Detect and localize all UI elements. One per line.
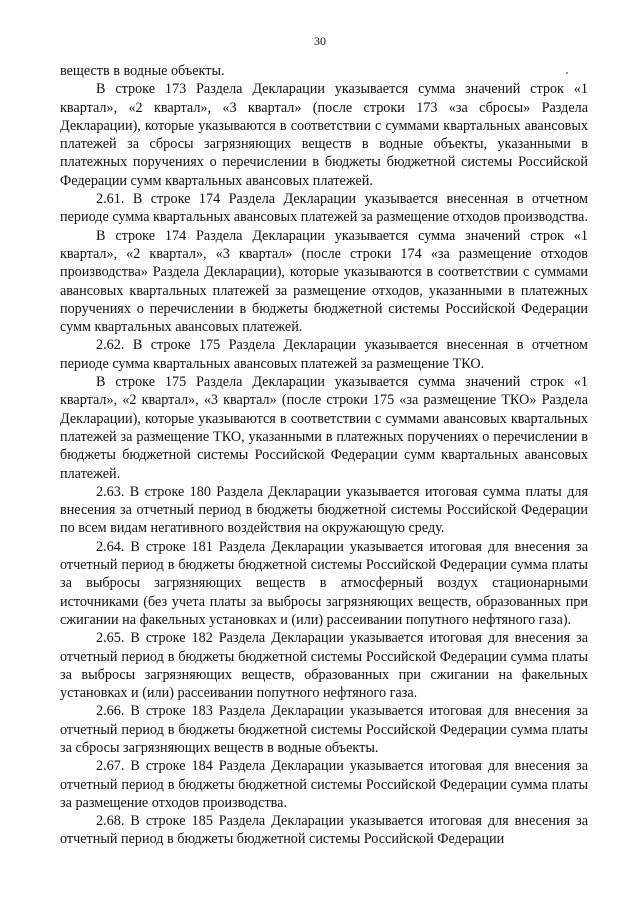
paragraph: 2.67. В строке 184 Раздела Декларации указывается итоговая для внесения за отчетный период в бюджеты бюджетной системы Российской Федерации сумма платы за размещение отходов производства. xyxy=(60,758,588,811)
paragraph: В строке 175 Раздела Декларации указывается сумма значений строк «1 квартал», «2 квартал», «3 квартал» (после строки 175 «за размещение ТКО» Раздела Декларации), которые указываются в соответствии с суммами авансовых квартальных платежей за размещение ТКО, указанными в платежных поручениях о перечислении в бюджеты бюджетной системы Российской Федерации сумм квартальных авансовых платежей. xyxy=(60,374,588,482)
page-number: 30 xyxy=(314,34,326,48)
paragraph: 2.64. В строке 181 Раздела Декларации указывается итоговая для внесения за отчетный период в бюджеты бюджетной системы Российской Федерации сумма платы за выбросы загрязняющих веществ в атмосферный воздух стационарными источниками (без учета платы за выбросы загрязняющих веществ, образованных при сжигании на факельных установках и (или) рассеивании попутного нефтяного газа). xyxy=(60,538,588,628)
paragraph: 2.63. В строке 180 Раздела Декларации указывается итоговая сумма платы для внесения за отчетный период в бюджеты бюджетной системы Российской Федерации по всем видам негативного воздействия на окружающую среду. xyxy=(60,483,588,537)
paragraph: 2.62. В строке 175 Раздела Декларации указывается внесенная в отчетном периоде сумма квартальных авансовых платежей за размещение ТКО. xyxy=(60,337,588,372)
paragraph: 2.66. В строке 183 Раздела Декларации указывается итоговая для внесения за отчетный период в бюджеты бюджетной системы Российской Федерации сумма платы за сбросы загрязняющих веществ в водные объекты. xyxy=(60,703,588,756)
paragraph: 2.68. В строке 185 Раздела Декларации указывается итоговая для внесения за отчетный период в бюджеты бюджетной системы Российской Федерации xyxy=(60,813,588,848)
paragraph: 2.61. В строке 174 Раздела Декларации указывается внесенная в отчетном периоде сумма квартальных авансовых платежей за размещение отходов производства. xyxy=(60,191,588,226)
paragraph: В строке 173 Раздела Декларации указывается сумма значений строк «1 квартал», «2 квартал», «3 квартал» (после строки 173 «за сбросы» Раздела Декларации), которые указываются в соответствии с суммами квартальных авансовых платежей за сбросы загрязняющих веществ в водные объекты, указанными в платежных поручениях о перечислении в бюджеты бюджетной системы Российской Федерации сумм квартальных авансовых платежей. xyxy=(60,81,588,189)
paragraph: веществ в водные объекты. xyxy=(60,63,225,79)
document-body xyxy=(60,62,588,849)
paragraph: 2.65. В строке 182 Раздела Декларации указывается итоговая для внесения за отчетный период в бюджеты бюджетной системы Российской Федерации сумма платы за выбросы загрязняющих веществ, образованных при сжигании на факельных установках и (или) рассеивании попутного нефтяного газа. xyxy=(60,630,588,702)
paragraph: В строке 174 Раздела Декларации указывается сумма значений строк «1 квартал», «2 квартал», «3 квартал» (после строки 174 «за размещение отходов производства» Раздела Декларации), которые указываются в соответствии с суммами авансовых квартальных платежей за размещение отходов, указанными в платежных поручениях о перечислении в бюджеты бюджетной системы Российской Федерации сумм квартальных авансовых платежей. xyxy=(60,227,588,336)
